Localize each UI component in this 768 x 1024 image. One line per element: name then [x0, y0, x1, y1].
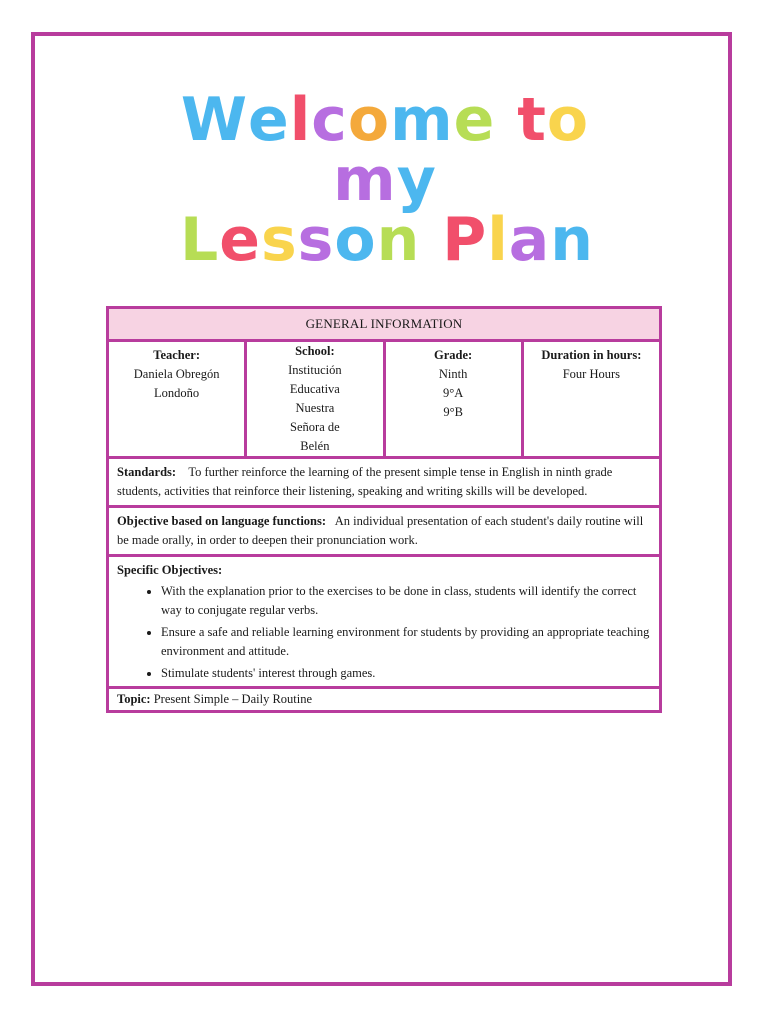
duration-line-1: Four Hours [562, 367, 621, 381]
title-letter: s [297, 205, 335, 275]
topic-label: Topic: [117, 692, 151, 706]
title-letter: o [546, 85, 590, 155]
title-letter: m [390, 85, 454, 155]
objective-cell [108, 507, 661, 556]
title-letter: e [248, 85, 290, 155]
title-letter: n [550, 205, 594, 275]
title-letter: l [289, 85, 312, 155]
general-information-table [106, 306, 662, 713]
teacher-label: Teacher: [153, 348, 200, 362]
title-letter: y [396, 145, 437, 215]
title-line-1 [180, 85, 590, 155]
grade-line-2: 9°A [442, 386, 464, 400]
specific-objectives-list [117, 582, 651, 683]
school-line-2: Educativa [289, 382, 340, 396]
list-item: • With the explanation prior to the exercises to be done in class, students will identify the correct way to conjugate regular verbs. [161, 582, 651, 620]
title-letter: a [508, 205, 551, 275]
teacher-line-2: Londoño [154, 386, 200, 400]
standards-text: To further reinforce the learning of the present simple tense in English in ninth grade students, activities that reinforce their listening, speaking and writing skills will be developed. [117, 465, 613, 498]
school-label: School: [295, 344, 335, 358]
title-letter: l [487, 205, 509, 275]
title-letter: o [347, 85, 391, 155]
specific-objectives-label: Specific Objectives: [117, 563, 223, 577]
title-letter: W [180, 85, 249, 155]
grade-line-3: 9°B [443, 405, 463, 419]
title-letter: t [517, 85, 547, 155]
school-line-3: Nuestra [295, 401, 335, 415]
welcome-title [180, 85, 594, 275]
school-line-4: Señora de [290, 420, 340, 434]
grade-line-1: Ninth [438, 367, 468, 381]
specific-objectives-cell [108, 556, 661, 688]
title-letter: s [260, 205, 298, 275]
title-letter: e [453, 85, 496, 155]
title-letter: n [376, 205, 421, 275]
title-letter: P [442, 205, 488, 275]
topic-cell [108, 688, 661, 712]
title-line-2 [180, 145, 590, 215]
table-header: GENERAL INFORMATION [108, 308, 661, 341]
grade-cell [384, 341, 522, 458]
grade-label: Grade: [434, 348, 473, 362]
duration-label: Duration in hours: [541, 348, 642, 362]
list-item: • Ensure a safe and reliable learning environment for students by providing an appropriate teaching environment and attitude. [161, 623, 651, 661]
title-letter: o [334, 205, 377, 275]
title-letter: c [311, 85, 348, 155]
standards-label: Standards: [117, 465, 177, 479]
topic-text: Present Simple – Daily Routine [153, 692, 313, 706]
teacher-line-1: Daniela Obregón [133, 367, 220, 381]
teacher-cell [108, 341, 246, 458]
objective-text: An individual presentation of each student's daily routine will be made orally, in order to deepen their pronunciation work. [117, 514, 644, 547]
title-letter [420, 210, 442, 270]
standards-cell [108, 458, 661, 507]
title-letter: e [219, 205, 261, 275]
duration-cell [522, 341, 660, 458]
objective-label: Objective based on language functions: [117, 514, 327, 528]
title-line-3 [180, 205, 594, 275]
title-letter: L [180, 205, 220, 275]
school-line-5: Belén [300, 439, 330, 453]
title-letter: m [333, 145, 397, 215]
school-cell [246, 341, 384, 458]
list-item: • Stimulate students' interest through games. [161, 664, 651, 683]
school-line-1: Institución [288, 363, 342, 377]
title-letter [495, 90, 517, 150]
